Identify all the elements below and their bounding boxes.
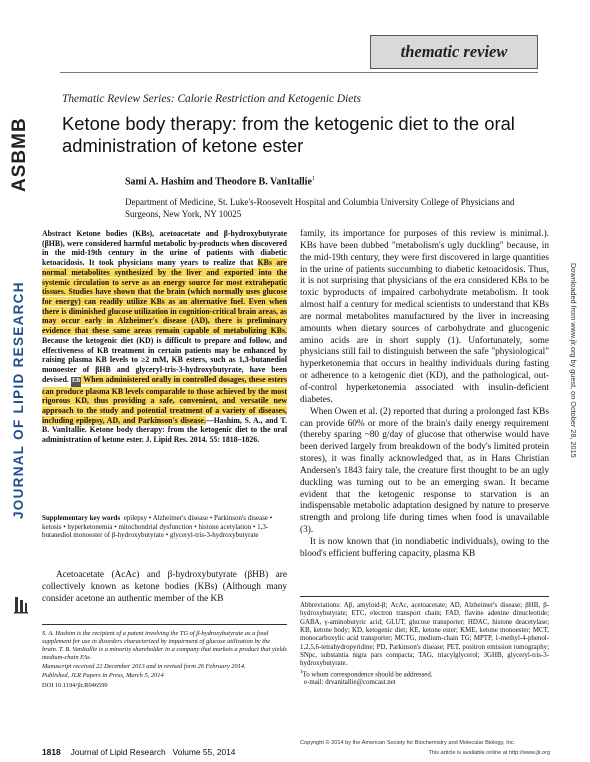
disclosure-note: S. A. Hashim is the recipient of a patent involving the TG of β-hydroxybutyrate as a food supplement for use in disorders characterized by impairment of glucose utilization by the brain. T. B. VanItallie is a minority shareholder in a company that markets a product that yields medium-chain FAs. [42,630,287,662]
abbreviations-text: Abbreviations: Aβ, amyloid-β; AcAc, acetoacetate; AD, Alzheimer's disease; βHB, β-hydroxybutyrate; ETC, electron transport chain; FAD, flavine adenine dinucleotide; GABA, γ-aminobutyric acid; GLUT, glucose transporter; HDAC, histone deacetylase; KB, ketone body; KD, ketogenic diet; KE, ketone ester; KME, ketone monoester; MCT, monocarboxylic acid transporter; MCTG, medium-chain TG; MPTP, 1-methyl-4-phenol-1,2,5,6-tetrahydropyridine; PD, Parkinson's disease; PET, positron emission tomography; SNpc, substantia nigra pars compacta; TAG, triacylglycerol; 3GHB, glyceryl-tris-3-hydroxybutyrate. [300,602,549,668]
doi: DOI 10.1194/jlr.R046599 [42,681,108,689]
correspondence-note: $^1$To whom correspondence should be addressed. [300,669,433,679]
footnote-rule [42,624,287,625]
right-paragraph-3: It is now known that (in nondiabetic individuals), owing to the blood's efficient buffering capacity, plasma KB [300,536,549,559]
journal-vertical-title: JOURNAL OF LIPID RESEARCH [11,281,26,519]
right-paragraph-2: When Owen et al. (2) reported that during a prolonged fast KBs can provide 60% or more of the brain's daily energy requirement (thereby sparing ~80 g/day of glucose that otherwise would have been derived largely from breakdown of the body's limited protein stores), it was finally acknowledged that, as in Hans Christian Andersen's 1843 fairy tale, the creature first thought to be an ugly duckling was turning out to be an emerging swan. It became evident that the ketogenic response to starvation is an indispensable metabolic adaptation designed by nature to preserve strength and prolong life during times when food is unavailable (3). [300,406,549,536]
page-folio [42,747,302,757]
eb-badge-icon: EB [71,377,81,387]
right-paragraph-1: family, its importance for purposes of this review is minimal.). KBs have been dubbed "metabolism's ugly duckling" because, in the mid-19th century, they were first discovered in large quantities in the urine of patients succumbing to diabetic ketoacidosis. Thus, it is not surprising that physicians of the era considered KBs to be toxic byproducts of impaired carbohydrate metabolism. It took almost half a century for medical scientists to understand that KBs are normal metabolites manufactured by the liver in increasing amounts when dietary sources of carbohydrate and glucogenic amino acids are in short supply (1). Unfortunately, some physicians still fail to distinguish between the safe "physiological" hyperketonemia that occurs in healthy individuals during fasting or adherence to a ketogenic diet (KD), and the pathological, out-of-control hyperketonemia associated with insulin-deficient diabetes. [300,229,549,405]
abstract-intro: Abstract Ketone bodies (KBs), acetoacetate and β-hydroxybutyrate (βHB), were considered harmful metabolic by-products when discovered in the mid-19th century in the urine of patients with diabetic ketoacidosis. It took physicians many years to realize that [42,229,287,268]
journal-name: Journal of Lipid Research [70,747,166,757]
keywords [42,514,287,540]
received-note: Manuscript received 22 December 2013 and in revised form 26 February 2014. [42,663,246,671]
author-names: Sami A. Hashim and Theodore B. VanItallie [125,176,312,188]
article-title: Ketone body therapy: from the ketogenic diet to the oral administration of ketone ester [62,113,515,156]
abstract-highlight-2: When administered orally in controlled dosages, these esters can produce plasma KB levels comparable to those achieved by the most rigorous KD, thus providing a safe, convenient, and versatile new approach to the study and potential treatment of a variety of diseases, including epilepsy, AD, and Parkinson's disease. [42,374,288,425]
availability-note: This article is available online at http://www.jlr.org [428,750,550,756]
page-number: 1818 [42,747,61,757]
correspondence-text: To whom correspondence should be addressed. [302,671,433,679]
intro-paragraph: Acetoacetate (AcAc) and β-hydroxybutyrate (βHB) are collectively known as ketone bodies (KBs) (Although many consider acetone an authentic member of the KB [42,570,287,604]
affiliation: Department of Medicine, St. Luke's-Roosevelt Hospital and Columbia University College of Physicians and Surgeons, New York, NY 10025 [125,197,515,219]
abstract-citation: —Hashim, S. A., and T. B. VanItallie. Ketone body therapy: from the ketogenic diet to the oral administration of ketone ester. J. Lipid Res. 2014. 55: 1818–1826. [42,415,288,445]
abbreviations [300,602,549,688]
keywords-text: epilepsy • Alzheimer's disease • Parkinson's disease • ketosis • hyperketonemia • mitochondrial dysfunction • histone acetylation • 1,3-butanediol monoester of β-hydroxybutyrate • glyceryl-tris-3-hydroxybutyrate [42,514,273,540]
volume: Volume 55, 2014 [172,747,236,757]
abstract-middle: Because the ketogenic diet (KD) is difficult to prepare and follow, and effectiveness of KB treatment in certain patients may be enhanced by raising plasma KB levels to ≥2 mM, KB esters, such as 1,3-butanediol monoester of βHB and glyceryl-tris-3-hydroxybutyrate, have been devised. [42,335,287,384]
abbreviation-rule [300,596,549,597]
section-label-box [370,35,538,69]
header-rule [60,72,538,73]
published-note: Published, JLR Papers in Press, March 5, 2014 [42,672,164,680]
jlr-logo-icon [14,596,28,614]
email: e-mail: drvanitallie@comcast.net [304,679,396,687]
right-column [300,229,549,561]
author-mark: 1 [311,176,315,182]
abstract [42,229,287,445]
asbmb-logo: ASBMB [9,117,30,193]
footnotes [42,630,287,691]
section-label: thematic review [400,42,508,61]
keywords-head: Supplementary key words [42,514,121,522]
side-bar [0,0,40,762]
copyright: Copyright © 2014 by the American Society for Biochemistry and Molecular Biology, Inc. [300,740,516,746]
series-title: Thematic Review Series: Calorie Restriction and Ketogenic Diets [62,93,361,105]
abstract-highlight-1: KBs are normal metabolites synthesized by the liver and exported into the systemic circulation to serve as an energy source for most extrahepatic tissues. Studies have shown that the brain (which normally uses glucose for energy) can readily utilize KBs as an alternative fuel. Even when there is diminished glucose utilization in cognition-critical brain areas, as may occur early in Alzheimer's disease (AD), there is preliminary evidence that these same areas remain capable of metabolizing KBs. [42,258,288,336]
authors [125,176,545,187]
download-stamp: Downloaded from www.jlr.org by guest, on October 28, 2015 [569,262,578,458]
